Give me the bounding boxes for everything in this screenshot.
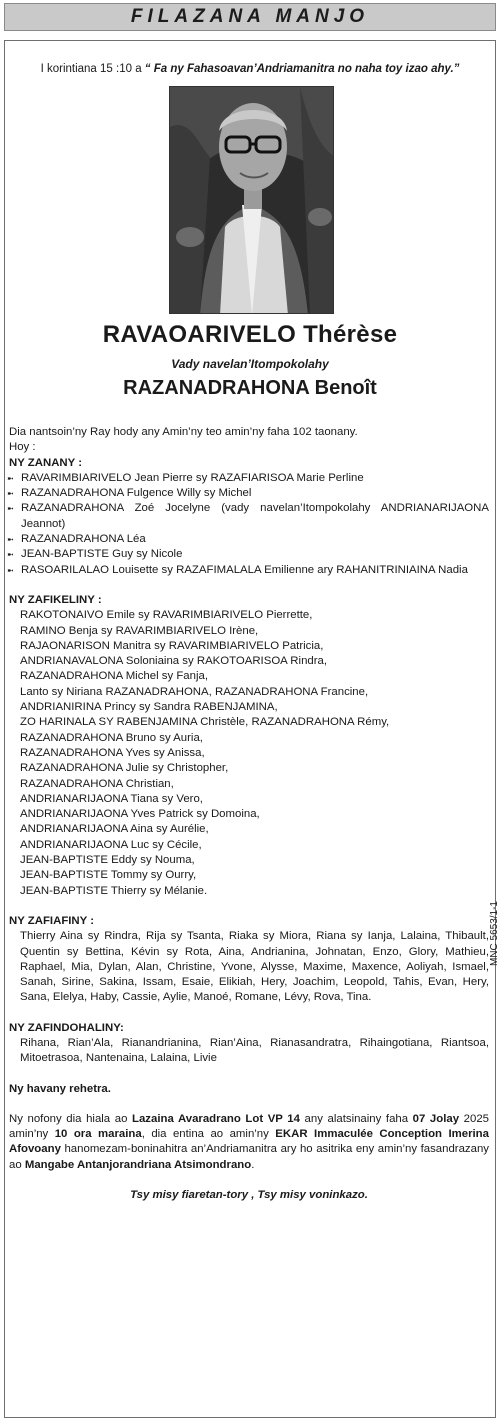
notice-frame — [4, 40, 500, 1418]
zafiafiny-heading: NY ZAFIAFINY : — [9, 914, 95, 927]
list-item: RAZANADRAHONA Julie sy Christopher, — [20, 762, 229, 775]
verse-reference: I korintiana 15 :10 a — [40, 63, 142, 75]
list-item: ANDRIANARIJAONA Luc sy Cécile, — [20, 838, 202, 851]
list-item: ➼ RAZANADRAHONA Zoé Jocelyne (vady navelan’Itompokolahy ANDRIANARIJAONA Jeannot) — [7, 502, 489, 530]
portrait-photo — [169, 86, 334, 314]
list-item: JEAN-BAPTISTE Eddy sy Nouma, — [20, 854, 195, 867]
bullet-icon: ➼ — [7, 473, 14, 483]
list-item: ANDRIANARIJAONA Aina sy Aurélie, — [20, 823, 209, 836]
list-item: RAJAONARISON Manitra sy RAVARIMBIARIVELO Patricia, — [20, 639, 324, 652]
list-item: ➼ RASOARILALAO Louisette sy RAZAFIMALALA Emilienne ary RAHANITRINIAINA Nadia — [9, 563, 489, 578]
bullet-icon: ➼ — [7, 550, 14, 560]
list-item: RAZANADRAHONA Michel sy Fanja, — [20, 670, 208, 683]
list-item: RAZANADRAHONA Yves sy Anissa, — [20, 746, 205, 759]
zafikeliny-heading: NY ZAFIKELINY : — [9, 593, 102, 606]
header-title: FILAZANA MANJO — [130, 6, 370, 27]
list-item: ANDRIANIRINA Princy sy Sandra RABENJAMINA, — [20, 701, 278, 714]
list-item: ANDRIANARIJAONA Yves Patrick sy Domoina, — [20, 808, 260, 821]
bullet-icon: ➼ — [7, 504, 14, 514]
closing-note: Tsy misy fiaretan-tory , Tsy misy voninkazo. — [130, 1189, 368, 1202]
intro-line: Dia nantsoin’ny Ray hody any Amin’ny teo amin’ny faha 102 taonany. — [9, 426, 358, 438]
list-item: Lanto sy Niriana RAZANADRAHONA, RAZANADRAHONA Francine, — [20, 685, 369, 698]
list-item: ZO HARINALA SY RABENJAMINA Christèle, RAZANADRAHONA Rémy, — [20, 716, 390, 729]
list-item: JEAN-BAPTISTE Thierry sy Mélanie. — [20, 884, 208, 897]
deceased-name: RAVAOARIVELO Thérèse — [102, 321, 398, 348]
header-banner — [4, 3, 496, 31]
reference-code: MNC 5653/1-1 — [489, 901, 500, 967]
list-item: RAZANADRAHONA Bruno sy Auria, — [20, 731, 203, 744]
list-item: JEAN-BAPTISTE Tommy sy Ourry, — [20, 869, 197, 882]
zafindohaliny-heading: NY ZAFINDOHALINY: — [9, 1021, 124, 1034]
bullet-icon: ➼ — [7, 565, 14, 575]
bullet-icon: ➼ — [7, 489, 14, 499]
list-item: RAZANADRAHONA Christian, — [20, 777, 174, 790]
funeral-details: Ny nofony dia hiala ao Lazaina Avaradrano Lot VP 14 any alatsinainy faha 07 Jolay 2025 amin’ny 10 ora maraina, dia entina ao amin’ny EKAR Immaculée Conception Imerina Afovoany hanomezam-boninahitra an’Andriamanitra ary ho asitrika eny amin’ny fasandrazany ao Mangabe Antanjorandriana Atsimondrano. — [9, 1112, 489, 1171]
list-item: ANDRIANARIJAONA Tiana sy Vero, — [20, 792, 203, 805]
list-item: RAKOTONAIVO Emile sy RAVARIMBIARIVELO Pierrette, — [20, 609, 313, 622]
spouse-name: RAZANADRAHONA Benoît — [123, 377, 377, 399]
bible-verse — [5, 63, 495, 75]
intro-hoy: Hoy : — [9, 441, 36, 454]
list-item: ➼ JEAN-BAPTISTE Guy sy Nicole — [9, 547, 489, 562]
havany-line: Ny havany rehetra. — [9, 1082, 111, 1095]
bullet-icon: ➼ — [7, 535, 14, 545]
list-item: ➼ RAZANADRAHONA Léa — [9, 532, 489, 547]
portrait-image — [170, 87, 334, 314]
zafiafiny-text: Thierry Aina sy Rindra, Rija sy Tsanta, Riaka sy Miora, Riana sy Ianja, Lalaina, Thibault, Quentin sy Bettina, Kévin sy Rota, Aina, Andrianina, Johnatan, Enzo, Glory, Mathieu, Raphael, Mia, Dylan, Alan, Christine, Yvone, Alysse, Maxime, Maxence, Aoliyah, Ismael, Sanah, Sirine, Sakina, Issam, Esaie, Elikiah, Hery, Joachim, Leopold, Tahis, Evan, Hery, Sana, Elelya, Haby, Cassie, Aylie, Manoé, Romane, Lévy, Rova, Tina. — [20, 930, 489, 1004]
relation-label: Vady navelan’Itompokolahy — [171, 357, 329, 371]
list-item: ANDRIANAVALONA Soloniaina sy RAKOTOARISOA Rindra, — [20, 655, 328, 668]
list-item: RAMINO Benja sy RAVARIMBIARIVELO Irène, — [20, 624, 259, 637]
notice-body — [9, 425, 489, 1203]
zanany-heading: NY ZANANY : — [9, 456, 82, 469]
zafindohaliny-text: Rihana, Rian’Ala, Rianandrianina, Rian’Aina, Rianasandratra, Rihaingotiana, Riantsoa, Mitoetrasoa, Nantenaina, Lalaina, Livie — [20, 1036, 489, 1065]
verse-quote: “ Fa ny Fahasoavan’Andriamanitra no naha toy izao ahy.” — [144, 63, 460, 75]
list-item: ➼ RAVARIMBIARIVELO Jean Pierre sy RAZAFIARISOA Marie Perline — [9, 471, 489, 486]
list-item: ➼ RAZANADRAHONA Fulgence Willy sy Michel — [9, 486, 489, 501]
